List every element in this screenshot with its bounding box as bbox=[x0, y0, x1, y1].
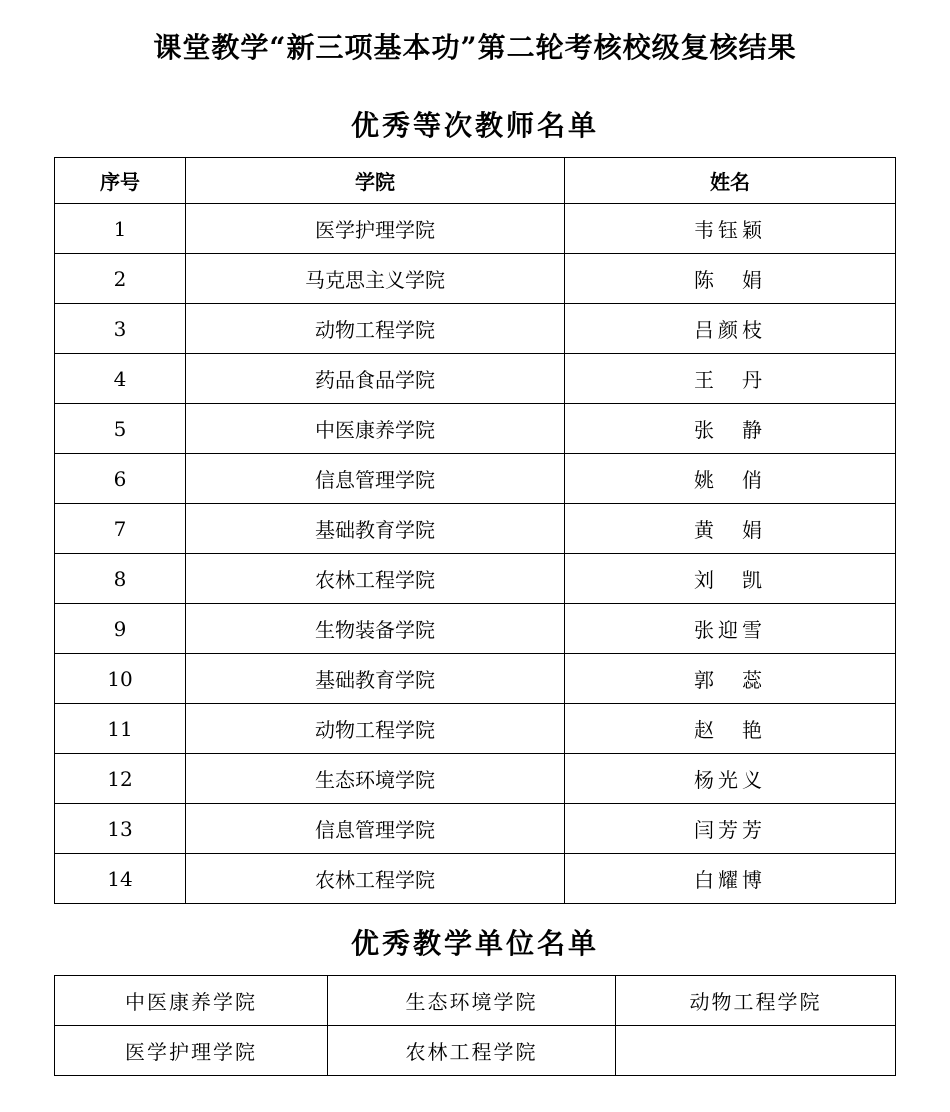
unit-table bbox=[54, 975, 896, 1076]
cell-no: 11 bbox=[55, 704, 186, 754]
table-row bbox=[55, 1026, 896, 1076]
cell-name: 杨光义 bbox=[565, 754, 896, 804]
table-row bbox=[55, 704, 896, 754]
cell-college: 马克思主义学院 bbox=[186, 254, 565, 304]
table-row bbox=[55, 304, 896, 354]
unit-list-title: 优秀教学单位名单 bbox=[350, 927, 599, 960]
cell-name: 白耀博 bbox=[565, 854, 896, 904]
cell-college: 基础教育学院 bbox=[186, 504, 565, 554]
cell-no: 9 bbox=[55, 604, 186, 654]
cell-college: 信息管理学院 bbox=[186, 804, 565, 854]
cell-no: 5 bbox=[55, 404, 186, 454]
cell-no: 13 bbox=[55, 804, 186, 854]
table-row bbox=[55, 654, 896, 704]
header-name: 姓名 bbox=[565, 158, 896, 204]
unit-cell bbox=[616, 1026, 896, 1076]
table-row bbox=[55, 804, 896, 854]
cell-college: 信息管理学院 bbox=[186, 454, 565, 504]
cell-name: 张迎雪 bbox=[565, 604, 896, 654]
cell-college: 生物装备学院 bbox=[186, 604, 565, 654]
table-row bbox=[55, 604, 896, 654]
unit-cell: 生态环境学院 bbox=[328, 976, 616, 1026]
cell-no: 4 bbox=[55, 354, 186, 404]
cell-name: 黄 娟 bbox=[565, 504, 896, 554]
cell-name: 吕颜枝 bbox=[565, 304, 896, 354]
cell-name: 赵 艳 bbox=[565, 704, 896, 754]
cell-no: 6 bbox=[55, 454, 186, 504]
unit-cell: 医学护理学院 bbox=[55, 1026, 328, 1076]
header-college: 学院 bbox=[186, 158, 565, 204]
unit-cell: 中医康养学院 bbox=[55, 976, 328, 1026]
header-no: 序号 bbox=[55, 158, 186, 204]
table-header-row bbox=[55, 158, 896, 204]
cell-name: 郭 蕊 bbox=[565, 654, 896, 704]
table-row bbox=[55, 504, 896, 554]
cell-no: 10 bbox=[55, 654, 186, 704]
cell-name: 刘 凯 bbox=[565, 554, 896, 604]
table-row bbox=[55, 354, 896, 404]
table-row bbox=[55, 854, 896, 904]
cell-name: 韦钰颖 bbox=[565, 204, 896, 254]
unit-cell: 农林工程学院 bbox=[328, 1026, 616, 1076]
cell-college: 动物工程学院 bbox=[186, 304, 565, 354]
cell-name: 陈 娟 bbox=[565, 254, 896, 304]
cell-college: 中医康养学院 bbox=[186, 404, 565, 454]
cell-name: 闫芳芳 bbox=[565, 804, 896, 854]
cell-name: 王 丹 bbox=[565, 354, 896, 404]
cell-college: 生态环境学院 bbox=[186, 754, 565, 804]
unit-cell: 动物工程学院 bbox=[616, 976, 896, 1026]
table-row bbox=[55, 976, 896, 1026]
cell-college: 基础教育学院 bbox=[186, 654, 565, 704]
cell-no: 1 bbox=[55, 204, 186, 254]
cell-name: 姚 俏 bbox=[565, 454, 896, 504]
teacher-table bbox=[54, 157, 896, 904]
cell-name: 张 静 bbox=[565, 404, 896, 454]
cell-no: 14 bbox=[55, 854, 186, 904]
cell-no: 8 bbox=[55, 554, 186, 604]
cell-no: 2 bbox=[55, 254, 186, 304]
page-title: 课堂教学“新三项基本功”第二轮考核校级复核结果 bbox=[153, 31, 797, 64]
table-row bbox=[55, 204, 896, 254]
table-row bbox=[55, 404, 896, 454]
cell-college: 医学护理学院 bbox=[186, 204, 565, 254]
table-row bbox=[55, 454, 896, 504]
table-row bbox=[55, 254, 896, 304]
cell-college: 动物工程学院 bbox=[186, 704, 565, 754]
table-row bbox=[55, 554, 896, 604]
cell-no: 7 bbox=[55, 504, 186, 554]
table-row bbox=[55, 754, 896, 804]
teacher-list-title: 优秀等次教师名单 bbox=[350, 109, 599, 142]
cell-no: 3 bbox=[55, 304, 186, 354]
cell-college: 药品食品学院 bbox=[186, 354, 565, 404]
cell-no: 12 bbox=[55, 754, 186, 804]
cell-college: 农林工程学院 bbox=[186, 854, 565, 904]
cell-college: 农林工程学院 bbox=[186, 554, 565, 604]
